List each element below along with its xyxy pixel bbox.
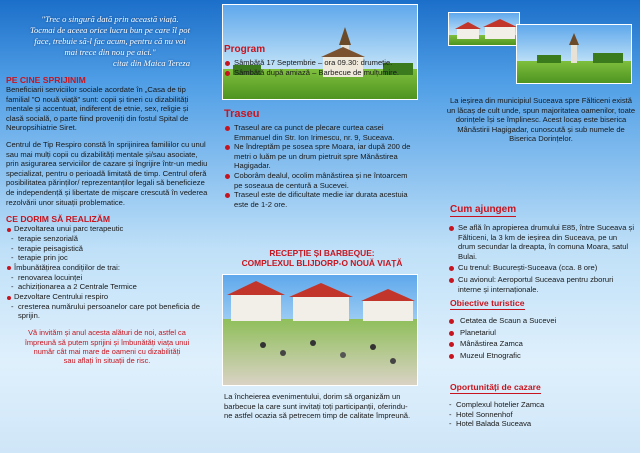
tourist-item: Planetariul bbox=[448, 328, 636, 338]
lodging-title: Oportunități de cazare bbox=[450, 382, 541, 392]
column-middle bbox=[214, 0, 424, 453]
invite-line: număr cât mai mare de oameni cu dizabilități bbox=[33, 346, 181, 356]
location-text: La ieșirea din municipiul Suceava spre Fălticeni există un lăcaș de cult unde, spun majoritatea oamenilor, toate dorințele își se împlinesc. Acest locaș este biserica Mânăstirii Hagigadar, cunoscută și sub numele de Biserica Dorințelor. bbox=[446, 96, 636, 144]
tourist-title: Obiective turistice bbox=[450, 298, 525, 308]
invite-line: sau aflați în situații de risc. bbox=[63, 356, 151, 366]
quote-block bbox=[16, 14, 204, 69]
reception-text: La încheierea evenimentului, dorim să organizăm un barbecue la care sunt invitați toți participanții, oferindu-ne astfel ocazia să petrecem timp de calitate împreună. bbox=[224, 392, 411, 421]
quote-source: citat din Maica Tereza bbox=[113, 58, 190, 68]
goal-subitem: - renovarea locuinței bbox=[6, 273, 208, 283]
invite-line: Vă invităm și anul acesta alături de noi, astfel ca bbox=[28, 328, 186, 338]
goal-subitem: - cresterea numărului persoanelor care pot beneficia de sprijin. bbox=[6, 302, 208, 321]
reception-title-line1: RECEPȚIE ȘI BARBEQUE: bbox=[269, 248, 375, 258]
route-item: Coborâm dealul, ocolim mânăstirea și ne întoarcem pe soseaua de centură a Sucevei. bbox=[224, 171, 418, 190]
how-title: Cum ajungem bbox=[450, 204, 517, 215]
goal-item: Dezvoltarea unui parc terapeutic bbox=[6, 224, 208, 234]
building-icon bbox=[223, 275, 418, 386]
invite-line: împreună să putem sprijini și îmbunătăți viața unui bbox=[24, 337, 190, 347]
quote-line: face, trebuie să-l fac acum, pentru că nu voi bbox=[34, 36, 186, 46]
lodging-item: - Hotel Balada Suceava bbox=[448, 419, 636, 429]
quote-line: Tocmai de aceea orice lucru bun pe care îl pot bbox=[30, 25, 190, 35]
route-item: Ne îndreptăm pe sosea spre Moara, iar după 200 de metri o luăm pe un drum pietruit spre Mănăstirea Hagigadar. bbox=[224, 142, 418, 171]
for-whom-text: Beneficiarii serviciilor sociale acordate în „Casa de tip familial "O nouă viață" sunt: copii și tineri cu dizabilități mentale și accentuat, indiferent de etnie, sex, religie și clasă socială, o parte fiind proveniți din fostul Spital de Neuropsihiatrie Siret. bbox=[6, 85, 189, 133]
section-title-goals: CE DORIM SĂ REALIZĂM bbox=[6, 214, 111, 225]
monastery-photo bbox=[516, 24, 632, 84]
route-item: Traseul are ca punct de plecare curtea casei Emmanuel din Str. Ion Irimescu, nr. 9, Suceava. bbox=[224, 123, 418, 142]
quote-line: "Trec o singură dată prin această viață. bbox=[41, 14, 179, 24]
house-icon bbox=[449, 13, 520, 46]
goal-subitem: - terapie peisagistică bbox=[6, 244, 208, 254]
lodging-item: - Complexul hotelier Zamca bbox=[448, 400, 636, 410]
how-item: Se află în apropierea drumului E85, între Suceava și Fălticeni, la 3 km de ieșirea din Suceava, pe un drum secundar la dreapta, în comuna Moara, satul Bulai. bbox=[448, 223, 636, 261]
goal-item: Îmbunătățirea condițiilor de trai: bbox=[6, 263, 208, 273]
goal-subitem: - terapie prin joc bbox=[6, 253, 208, 263]
lodging-list bbox=[448, 400, 636, 429]
program-item: Sâmbătă 17 Septembrie – ora 09.30: drumeție. bbox=[224, 58, 418, 68]
column-left bbox=[0, 0, 214, 453]
lodging-item: - Hotel Sonnenhof bbox=[448, 410, 636, 420]
quote-line: mai trece din nou pe aici." bbox=[64, 47, 156, 57]
goal-subitem: - terapie senzorială bbox=[6, 234, 208, 244]
how-item: Cu trenul: București-Suceava (cca. 8 ore) bbox=[448, 263, 636, 273]
complex-photo bbox=[222, 274, 418, 386]
tourist-item: Mânăstirea Zamca bbox=[448, 339, 636, 349]
goals-list bbox=[6, 224, 208, 321]
reception-title-line2: COMPLEXUL BLIJDORP-O NOUĂ VIAȚĂ bbox=[241, 258, 403, 268]
monastery-icon bbox=[517, 25, 632, 84]
goal-item: Dezvoltare Centrului respiro bbox=[6, 292, 208, 302]
respite-text: Centrul de Tip Respiro constă în sprijinirea familiilor cu unul sau mai mulți copii cu dizabilități mentale și/sau asociate, prin asigurarea serviciilor de cazare și îngrijire într-un mediu specializat, pentru o perioadă limitată de timp. Centrul oferă posibilitatea părinților/ reprezentanților legali să beneficieze de independență și libertate de mișcare crescută în vederea rezolvării unor situații problematice. bbox=[6, 139, 208, 207]
goal-subitem: - achiziționarea a 2 Centrale Termice bbox=[6, 282, 208, 292]
tourist-item: Cetatea de Scaun a Sucevei bbox=[448, 316, 636, 326]
program-title: Program bbox=[224, 44, 266, 55]
route-item: Traseul este de dificultate medie iar durata acestuia este de 1-2 ore. bbox=[224, 190, 418, 209]
program-item: Sâmbătă după amiază – Barbecue de mulțumire. bbox=[224, 68, 418, 78]
how-item: Cu avionul: Aeroportul Suceava pentru zboruri interne și internaționale. bbox=[448, 275, 636, 294]
invite-block bbox=[6, 328, 208, 366]
route-title: Traseu bbox=[224, 108, 260, 120]
house-photo-small bbox=[448, 12, 520, 46]
section-title-for-whom: PE CINE SPRIJINIM bbox=[6, 75, 86, 85]
tourist-item: Muzeul Etnografic bbox=[448, 351, 636, 361]
column-right bbox=[428, 0, 640, 453]
reception-title bbox=[232, 248, 412, 268]
